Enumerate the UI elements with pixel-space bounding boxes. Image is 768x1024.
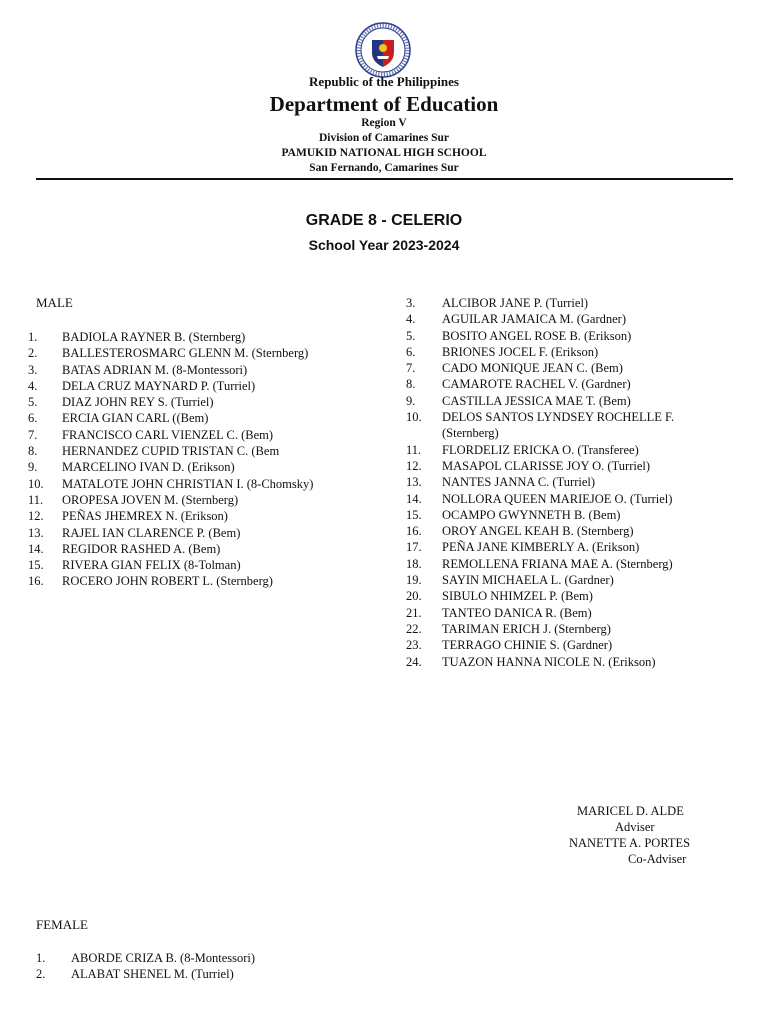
student-entry [406, 458, 726, 474]
student-name: HERNANDEZ CUPID TRISTAN C. (Bem [62, 444, 280, 459]
student-entry [28, 492, 378, 508]
student-name: TUAZON HANNA NICOLE N. (Erikson) [442, 654, 656, 669]
student-name: DIAZ JOHN REY S. (Turriel) [62, 395, 214, 410]
student-entry [406, 523, 726, 539]
student-name: CADO MONIQUE JEAN C. (Bem) [442, 361, 623, 376]
student-number: 15. [28, 558, 44, 573]
student-entry [406, 474, 726, 490]
student-number: 17. [406, 540, 422, 555]
female-heading: FEMALE [36, 917, 88, 932]
student-name: SIBULO NHIMZEL P. (Bem) [442, 589, 593, 604]
student-entry [28, 410, 378, 426]
header-divider [36, 178, 733, 180]
student-entry [406, 637, 726, 653]
student-number: 1. [36, 951, 46, 965]
student-name: TARIMAN ERICH J. (Sternberg) [442, 621, 611, 636]
student-number: 20. [406, 589, 422, 604]
student-name: ALABAT SHENEL M. (Turriel) [71, 967, 234, 982]
school-heading: PAMUKID NATIONAL HIGH SCHOOL [281, 147, 487, 159]
student-number: 18. [406, 556, 422, 571]
student-number: 8. [28, 444, 38, 459]
student-entry [406, 654, 726, 670]
student-name: BOSITO ANGEL ROSE B. (Erikson) [442, 328, 632, 343]
student-name: DELOS SANTOS LYNDSEY ROCHELLE F. (Sternberg) [442, 410, 675, 441]
student-number: 3. [28, 362, 38, 377]
student-name: CASTILLA JESSICA MAE T. (Bem) [442, 393, 631, 408]
student-name: ROCERO JOHN ROBERT L. (Sternberg) [62, 574, 273, 589]
student-entry [406, 360, 726, 376]
student-number: 6. [406, 344, 416, 359]
school-address: San Fernando, Camarines Sur [309, 162, 459, 174]
student-name: OCAMPO GWYNNETH B. (Bem) [442, 507, 621, 522]
student-number: 4. [28, 378, 38, 393]
student-entry [28, 362, 378, 378]
school-year-title: School Year 2023-2024 [308, 237, 460, 253]
student-number: 11. [406, 442, 422, 457]
student-name: AGUILAR JAMAICA M. (Gardner) [442, 312, 627, 327]
student-entry [406, 344, 726, 360]
student-name: ALCIBOR JANE P. (Turriel) [442, 296, 589, 310]
student-name: MATALOTE JOHN CHRISTIAN I. (8-Chomsky) [62, 476, 314, 491]
student-number: 14. [28, 541, 44, 556]
student-number: 13. [406, 475, 422, 490]
student-number: 4. [406, 312, 416, 327]
student-name: FRANCISCO CARL VIENZEL C. (Bem) [62, 427, 273, 442]
student-name: MASAPOL CLARISSE JOY O. (Turriel) [442, 458, 651, 473]
student-entry [406, 311, 726, 327]
department-heading: Department of Education [269, 92, 499, 116]
student-number: 2. [28, 346, 38, 361]
student-entry [406, 393, 726, 409]
student-number: 7. [406, 361, 416, 376]
student-entry [28, 329, 378, 345]
student-entry [28, 476, 378, 492]
student-number: 16. [28, 574, 44, 589]
deped-seal-icon [355, 22, 411, 78]
student-number: 5. [406, 328, 416, 343]
student-name: BADIOLA RAYNER B. (Sternberg) [62, 330, 246, 344]
student-number: 10. [28, 476, 44, 491]
student-name: ERCIA GIAN CARL ((Bem) [62, 411, 209, 426]
student-entry [28, 394, 378, 410]
student-number: 9. [406, 393, 416, 408]
student-number: 15. [406, 507, 422, 522]
student-name: DELA CRUZ MAYNARD P. (Turriel) [62, 378, 256, 393]
student-entry [28, 345, 378, 361]
student-entry [406, 409, 726, 442]
student-number: 1. [28, 330, 38, 344]
student-name: RIVERA GIAN FELIX (8-Tolman) [62, 558, 241, 573]
student-entry [28, 525, 378, 541]
student-entry [28, 459, 378, 475]
grade-section-title: GRADE 8 - CELERIO [305, 212, 463, 229]
student-entry [28, 427, 378, 443]
student-number: 13. [28, 525, 44, 540]
student-entry [406, 295, 726, 311]
student-entry [406, 376, 726, 392]
student-name: SAYIN MICHAELA L. (Gardner) [442, 573, 614, 588]
female-student-list-continued [406, 295, 726, 670]
co-adviser-name: NANETTE A. PORTES [569, 836, 691, 850]
student-name: BRIONES JOCEL F. (Erikson) [442, 344, 599, 359]
student-entry [406, 507, 726, 523]
student-entry [406, 328, 726, 344]
student-name: PEÑAS JHEMREX N. (Erikson) [62, 509, 228, 524]
student-number: 11. [28, 492, 44, 507]
student-entry [28, 508, 378, 524]
student-entry [406, 491, 726, 507]
student-number: 24. [406, 654, 422, 669]
student-number: 10. [406, 410, 422, 425]
student-entry [36, 966, 366, 982]
student-entry [28, 557, 378, 573]
student-name: MARCELINO IVAN D. (Erikson) [62, 460, 235, 475]
male-student-list [28, 329, 378, 590]
student-entry [406, 442, 726, 458]
student-number: 23. [406, 638, 422, 653]
student-name: NANTES JANNA C. (Turriel) [442, 475, 596, 490]
student-name: BALLESTEROSMARC GLENN M. (Sternberg) [62, 346, 309, 361]
student-number: 5. [28, 395, 38, 410]
student-number: 2. [36, 967, 46, 982]
student-name: PEÑA JANE KIMBERLY A. (Erikson) [442, 540, 640, 555]
student-number: 9. [28, 460, 38, 475]
student-name: OROPESA JOVEN M. (Sternberg) [62, 492, 239, 507]
student-number: 6. [28, 411, 38, 426]
student-name: RAJEL IAN CLARENCE P. (Bem) [62, 525, 241, 540]
student-name: REMOLLENA FRIANA MAE A. (Sternberg) [442, 556, 673, 571]
student-name: BATAS ADRIAN M. (8-Montessori) [62, 362, 248, 377]
student-number: 16. [406, 524, 422, 539]
region-heading: Region V [361, 117, 407, 129]
student-entry [28, 378, 378, 394]
student-name: ABORDE CRIZA B. (8-Montessori) [71, 951, 256, 965]
student-name: FLORDELIZ ERICKA O. (Transferee) [442, 442, 639, 457]
student-entry [406, 539, 726, 555]
student-entry [406, 605, 726, 621]
student-number: 7. [28, 427, 38, 442]
student-number: 8. [406, 377, 416, 392]
republic-heading: Republic of the Philippines [309, 74, 459, 89]
student-entry [406, 588, 726, 604]
female-student-list [36, 950, 366, 983]
student-name: TERRAGO CHINIE S. (Gardner) [442, 638, 613, 653]
student-number: 12. [406, 458, 422, 473]
student-number: 14. [406, 491, 422, 506]
student-entry [28, 443, 378, 459]
student-number: 12. [28, 509, 44, 524]
student-entry [406, 572, 726, 588]
student-name: REGIDOR RASHED A. (Bem) [62, 541, 221, 556]
student-name: OROY ANGEL KEAH B. (Sternberg) [442, 524, 634, 539]
student-name: CAMAROTE RACHEL V. (Gardner) [442, 377, 631, 392]
co-adviser-role: Co-Adviser [628, 852, 687, 866]
student-name: TANTEO DANICA R. (Bem) [442, 605, 592, 620]
student-number: 21. [406, 605, 422, 620]
student-entry [406, 556, 726, 572]
student-entry [28, 541, 378, 557]
division-heading: Division of Camarines Sur [318, 132, 450, 144]
student-number: 22. [406, 621, 422, 636]
male-heading: MALE [36, 295, 73, 310]
student-number: 19. [406, 573, 422, 588]
adviser-role: Adviser [615, 820, 655, 834]
adviser-name: MARICEL D. ALDE [577, 804, 684, 818]
student-name: NOLLORA QUEEN MARIEJOE O. (Turriel) [442, 491, 673, 506]
student-entry [406, 621, 726, 637]
student-number: 3. [406, 296, 416, 310]
student-entry [28, 573, 378, 589]
student-entry [36, 950, 366, 966]
